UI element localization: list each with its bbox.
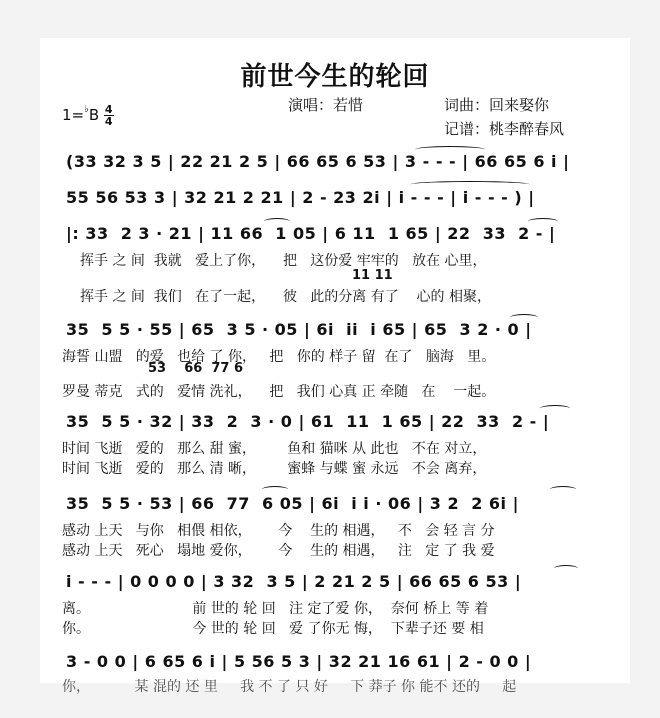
slur-mark xyxy=(528,218,558,225)
lyrics-row-6-verse-2: 感动 上天 死心 塌地 爱你， 今 生的 相遇， 注 定 了 我 爱 xyxy=(62,543,495,559)
transcriber-credit: 记谱：桃李醉春风 xyxy=(444,120,565,138)
lyrics-row-4-verse-1: 海誓 山盟 的爱 也给 了 你， 把 你的 样子 留 在了 脑海 里。 xyxy=(62,349,496,365)
time-signature: $\frac{4}{4}$ xyxy=(104,103,113,128)
notation-row-8: 3 - 0 0 | 6 65 6 i | 5 56 5 3 | 32 21 16 61 | 2 - 0 0 | xyxy=(66,652,532,671)
notation-row-4: 35 5 5 · 55 | 65 3 5 · 05 | 6i ii i 65 | 65 3 2 · 0 | xyxy=(66,320,532,339)
notation-row-7: i - - - | 0 0 0 0 | 3 32 3 5 | 2 21 2 5 | 66 65 6 53 | xyxy=(66,572,522,591)
alt-notes-row-4: 53 66 77 6 xyxy=(148,361,243,376)
composer-credit: 词曲：回来娶你 xyxy=(444,96,550,114)
lyrics-row-8-cut-off: 你， 某 混的 还 里 我 不 了 只 好 下 莽子 你 能不 还的 起 xyxy=(62,679,517,695)
notation-row-5: 35 5 5 · 32 | 33 2 3 · 0 | 61 11 1 65 | 22 33 2 - | xyxy=(66,412,550,431)
tie-mark xyxy=(410,181,530,188)
slur-mark xyxy=(510,314,538,321)
slur-mark xyxy=(550,486,576,493)
slur-mark xyxy=(264,218,290,225)
score-sheet xyxy=(40,38,630,695)
alt-notes-row-3: 11 11 xyxy=(352,268,393,283)
lyrics-row-6-verse-1: 感动 上天 与你 相偎 相依， 今 生的 相遇， 不 会 轻 言 分 xyxy=(62,523,495,539)
lyrics-row-5-verse-2: 时间 飞逝 爱的 那么 清 晰， 蜜蜂 与蝶 蜜 永远 不会 离弃， xyxy=(62,461,487,477)
singer-credit: 演唱：若惜 xyxy=(288,96,364,114)
notation-row-2: 55 56 53 3 | 32 21 2 21 | 2 - 23 2i | i - - - | i - - - ) | xyxy=(66,188,535,207)
notation-row-6: 35 5 5 · 53 | 66 77 6 05 | 6i i i · 06 | 3 2 2 6i | xyxy=(66,494,519,513)
slur-mark xyxy=(554,565,578,572)
lyrics-row-7-verse-2: 你。 今 世的 轮 回 爱 了你无 悔， 下辈子还 要 相 xyxy=(62,621,484,637)
lyrics-row-5-verse-1: 时间 飞逝 爱的 那么 甜 蜜， 鱼和 猫咪 从 此也 不在 对立， xyxy=(62,441,487,457)
notation-row-1: (33 32 3 5 | 22 21 2 5 | 66 65 6 53 | 3 - - - | 66 65 6 i | xyxy=(66,152,570,171)
lyrics-row-3-verse-2: 挥手 之 间 我们 在了一起， 彼 此的分离 有了 心的 相聚， xyxy=(80,289,492,305)
lyrics-row-3-verse-1: 挥手 之 间 我就 爱上了你， 把 这份爱 牢牢的 放在 心里， xyxy=(80,253,487,269)
slur-mark xyxy=(540,405,570,412)
notation-row-3: |: 33 2 3 · 21 | 11 66 1 05 | 6 11 1 65 | 22 33 2 - | xyxy=(66,224,556,243)
song-title: 前世今生的轮回 xyxy=(240,62,430,92)
key-signature: 1=♭B $\frac{4}{4}$ xyxy=(62,103,113,128)
tie-mark xyxy=(415,146,485,153)
lyrics-row-4-verse-2: 罗曼 蒂克 式的 爱情 洗礼， 把 我们 心真 正 牵随 在 一起。 xyxy=(62,384,496,400)
slur-mark xyxy=(262,486,288,493)
lyrics-row-7-verse-1: 离。 前 世的 轮 回 注 定了爱 你， 奈何 桥上 等 着 xyxy=(62,601,489,617)
